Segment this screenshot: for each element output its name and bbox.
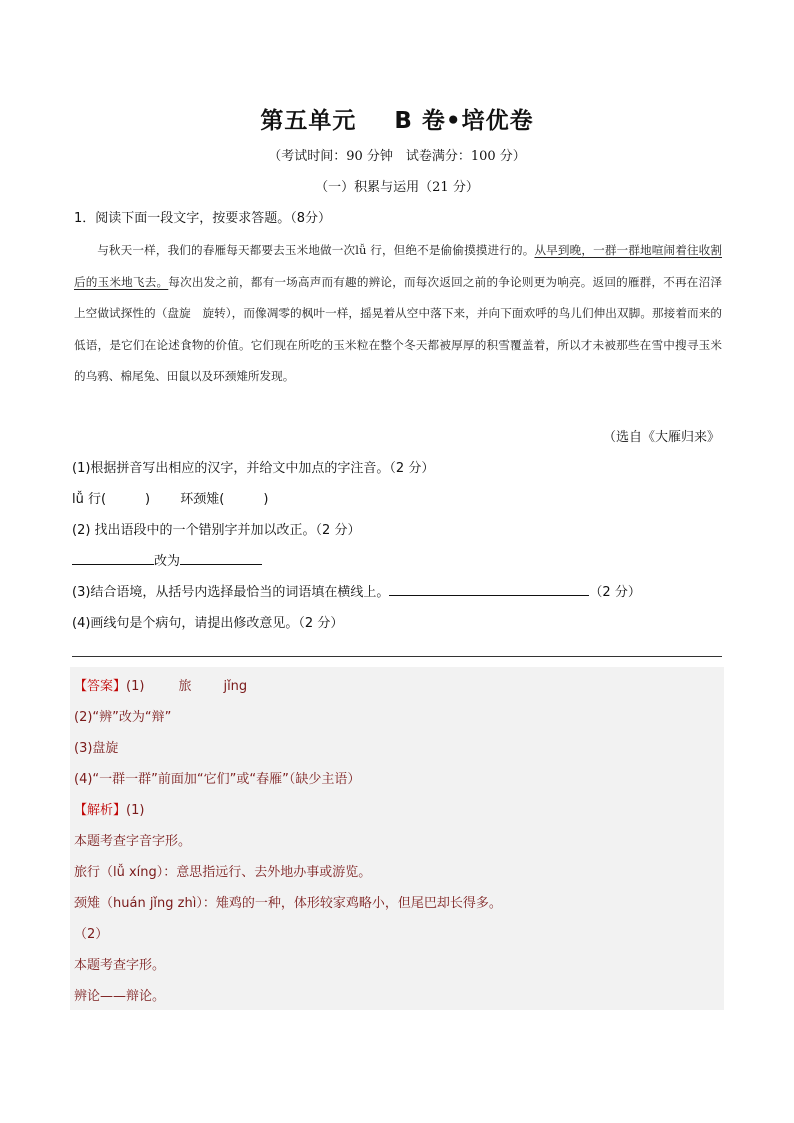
title-unit: 第五单元 — [260, 108, 357, 134]
correct-char-blank[interactable] — [180, 550, 262, 565]
analysis-line-2: 旅行（lǚ xíng）：意思指远行、去外地办事或游览。 — [74, 865, 372, 880]
answer-1-number: (1) — [126, 679, 145, 694]
title-volume: B 卷•培优卷 — [394, 108, 534, 134]
change-to-label: 改为 — [154, 554, 181, 569]
analysis-number: (1) — [126, 803, 145, 818]
analysis-heading — [74, 799, 144, 818]
passage-part-1: 与秋天一样，我们的春雁每天都要去玉米地做一次lǚ 行，但绝不是偷偷摸摸进行的。 — [97, 243, 535, 257]
answer-1-pinyin: jǐng — [223, 679, 248, 694]
sub-question-2: (2) 找出语段中的一个错别字并加以改正。（2 分） — [72, 523, 361, 538]
sub-question-3-text: (3)结合语境，从括号内选择最恰当的词语填在横线上。 — [72, 585, 390, 600]
analysis-line-5: 本题考查字形。 — [74, 958, 166, 973]
analysis-line-1: 本题考查字音字形。 — [74, 834, 192, 849]
section-heading: （一）积累与运用（21 分） — [315, 180, 479, 195]
sub-question-3-score: （2 分） — [589, 585, 641, 600]
answer-2: (2)“辨”改为“辩” — [74, 710, 172, 725]
sub-question-2-blanks — [72, 550, 262, 569]
exam-info: （考试时间：90 分钟 试卷满分：100 分） — [268, 149, 526, 164]
page-title — [0, 102, 794, 135]
word-choice-blank[interactable] — [389, 581, 589, 596]
analysis-label: 【解析】 — [74, 803, 127, 818]
sub-question-3 — [72, 581, 641, 600]
analysis-line-3: 颈雉（huán jǐng zhì）：雉鸡的一种，体形较家鸡略小，但尾巴却长得多。 — [74, 896, 502, 911]
question-1-prompt: 1．阅读下面一段文字，按要求答题。（8分） — [74, 211, 332, 226]
passage-underlined-sentence: 从早到晚，一群一群地喧闹着往收割后的玉米地飞去。 — [74, 243, 722, 289]
sub-question-1: (1)根据拼音写出相应的汉字，并给文中加点的字注音。（2 分） — [72, 461, 435, 476]
analysis-line-6: 辨论——辩论。 — [74, 989, 166, 1004]
passage-part-2: 每次出发之前，都有一场高声而有趣的辨论，而每次返回之前的争论则更为响亮。返回的雁群，不再在沼泽上空做试探性的（盘旋 旋转），而像凋零的枫叶一样，摇晃着从空中落下来，并向下面欢呼的鸟儿们伸出双脚。那接着而来的低语，是它们在论述食物的价值。它们现在所吃的玉米粒在整个冬天都被厚厚的积雪覆盖着，所以才未被那些在雪中搜寻玉米的乌鸦、棉尾兔、田鼠以及环颈雉所发现。 — [74, 274, 722, 383]
sub-question-4: (4)画线句是个病句，请提出修改意见。（2 分） — [72, 616, 344, 631]
answer-3: (3)盘旋 — [74, 741, 119, 756]
divider — [72, 656, 722, 657]
answer-1 — [74, 675, 247, 694]
answer-panel — [70, 667, 724, 1010]
answer-4: (4)“一群一群”前面加“它们”或“春雁”（缺少主语） — [74, 772, 361, 787]
passage-source: （选自《大雁归来》 — [602, 430, 720, 445]
wrong-char-blank[interactable] — [72, 550, 154, 565]
sub-question-1-blanks: lǚ 行( ) 环颈雉( ) — [72, 492, 269, 507]
analysis-line-4: （2） — [74, 927, 109, 942]
answer-1-char: 旅 — [178, 679, 192, 694]
answer-label: 【答案】 — [74, 679, 127, 694]
reading-passage — [74, 235, 722, 393]
